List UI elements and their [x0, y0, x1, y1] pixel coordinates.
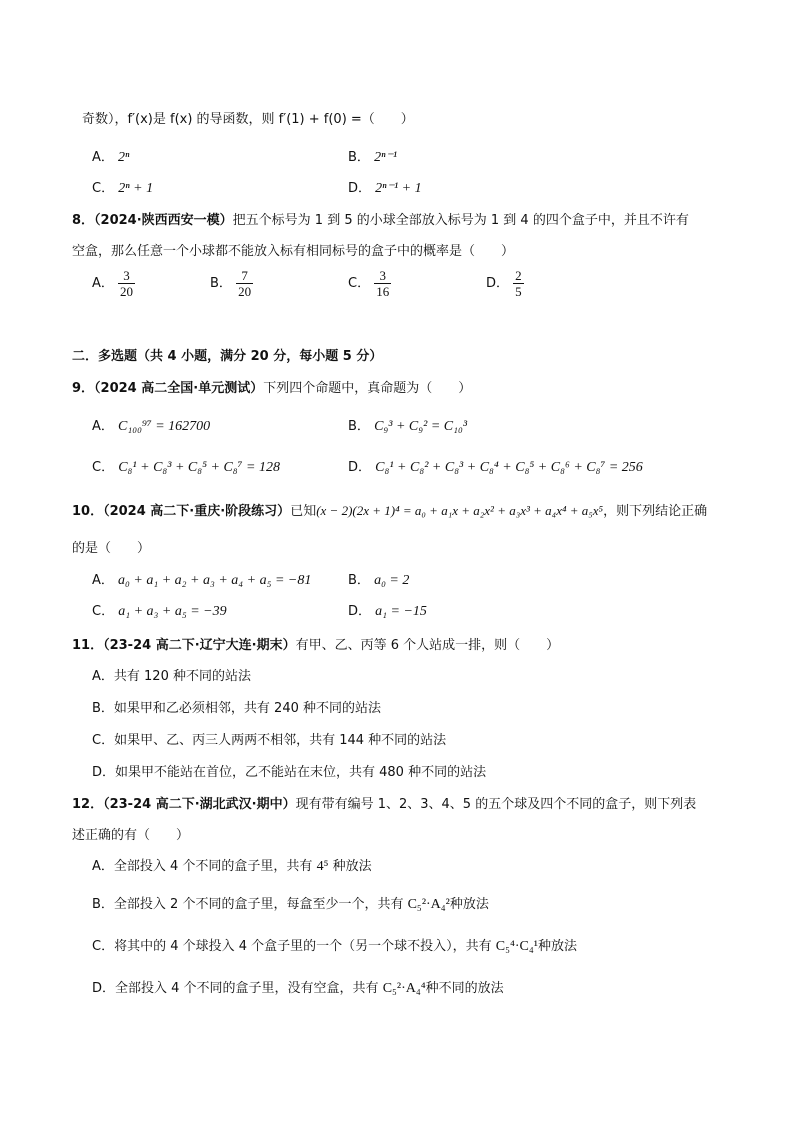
question-number: 12． [72, 797, 104, 812]
option-expr: a₀ + a₁ + a₂ + a₃ + a₄ + a₅ = −81 [118, 573, 312, 588]
section-title-text: 二．多选题（共 4 小题，满分 20 分，每小题 5 分） [72, 349, 383, 364]
option-text: B．如果甲和乙必须相邻，共有 240 种不同的站法 [92, 701, 381, 716]
option-label: B． [348, 419, 370, 434]
q12-option-a [92, 855, 372, 875]
option-text: D．如果甲不能站在首位，乙不能站在末位，共有 480 种不同的站法 [92, 765, 487, 780]
option-expr: 2ⁿ⁻¹ [374, 150, 398, 165]
numerator: 2 [515, 268, 522, 283]
option-label: C． [348, 276, 371, 291]
question-number: 11． [72, 638, 104, 653]
q7-option-d [348, 177, 422, 197]
q10-stem-line2 [72, 537, 150, 556]
q12-option-d [92, 977, 504, 997]
q8-option-c [348, 268, 391, 299]
q12-stem-line1 [72, 793, 696, 812]
question-expr: (x − 2)(2x + 1)⁴ = a₀ + a₁x + a₂x² + a₃x³ + a₄x⁴ + a₅x⁵ [316, 503, 604, 518]
option-label: B． [348, 573, 370, 588]
fraction [513, 268, 524, 299]
question-text: 已知 [290, 504, 317, 519]
option-expr: C₉³ + C₉² = C₁₀³ [374, 419, 468, 434]
q7-stem-text: 奇数），f′(x)是 f(x) 的导函数，则 f′(1) + f(0) =（ ） [82, 112, 414, 127]
denominator: 16 [376, 284, 390, 299]
option-text: A．全部投入 4 个不同的盒子里，共有 [92, 859, 317, 874]
option-label: B． [348, 150, 370, 165]
option-text: 种放法 [328, 859, 372, 874]
q12-option-b [92, 893, 489, 913]
option-text: B．全部投入 2 个不同的盒子里，每盒至少一个，共有 [92, 897, 408, 912]
question-text: 空盒，那么任意一个小球都不能放入标有相同标号的盒子中的概率是（ ） [72, 244, 515, 259]
option-expr: C₅²·A₄² [407, 897, 450, 912]
question-text: 有甲、乙、丙等 6 个人站成一排，则（ ） [295, 638, 560, 653]
question-source: （23-24 高二下·辽宁大连·期末） [103, 638, 296, 653]
question-number: 10． [72, 504, 104, 519]
question-source: （23-24 高二下·湖北武汉·期中） [103, 797, 296, 812]
numerator: 7 [236, 268, 253, 284]
option-expr: C₅⁴·C₄¹ [495, 939, 538, 954]
option-label: C． [92, 460, 115, 475]
option-expr: 2ⁿ + 1 [118, 181, 154, 196]
q9-stem [72, 377, 471, 396]
q9-option-b [348, 415, 467, 435]
question-source: （2024·陕西西安一模） [94, 213, 233, 228]
q7-option-b [348, 146, 397, 166]
denominator: 20 [120, 284, 134, 299]
option-text: C．如果甲、乙、丙三人两两不相邻，共有 144 种不同的站法 [92, 733, 447, 748]
option-expr: 2ⁿ⁻¹ + 1 [375, 181, 422, 196]
question-text: 述正确的有（ ） [72, 828, 190, 843]
q10-option-a [92, 569, 311, 589]
option-label: C． [92, 604, 115, 619]
option-label: B． [210, 276, 232, 291]
option-label: A． [92, 276, 114, 291]
option-text: C．将其中的 4 个球投入 4 个盒子里的一个（另一个球不投入），共有 [92, 939, 496, 954]
q9-option-c [92, 456, 280, 476]
option-text: A．共有 120 种不同的站法 [92, 669, 251, 684]
q10-option-c [92, 600, 227, 620]
option-label: D． [348, 460, 372, 475]
q11-option-a [92, 665, 251, 684]
q9-option-d [348, 456, 643, 476]
q9-option-a [92, 415, 210, 435]
option-text: 种放法 [449, 897, 489, 912]
denominator: 20 [238, 284, 252, 299]
option-label: A． [92, 419, 114, 434]
question-source: （2024 高二全国·单元测试） [94, 381, 264, 396]
q11-stem [72, 634, 559, 653]
q7-option-a [92, 146, 129, 166]
q8-option-b [210, 268, 253, 299]
option-expr: C₈¹ + C₈² + C₈³ + C₈⁴ + C₈⁵ + C₈⁶ + C₈⁷ = 256 [375, 460, 643, 475]
fraction [236, 268, 253, 299]
question-source: （2024 高二下·重庆·阶段练习） [103, 504, 291, 519]
option-expr: C₈¹ + C₈³ + C₈⁵ + C₈⁷ = 128 [118, 460, 280, 475]
q11-option-c [92, 729, 446, 748]
q10-stem-line1 [72, 500, 707, 519]
option-expr: 2ⁿ [118, 150, 130, 165]
q7-option-c [92, 177, 153, 197]
question-text: 把五个标号为 1 到 5 的小球全部放入标号为 1 到 4 的四个盒子中，并且不许有 [232, 213, 689, 228]
question-number: 9． [72, 381, 95, 396]
q10-option-d [348, 600, 427, 620]
q12-option-c [92, 935, 577, 955]
option-text: D．全部投入 4 个不同的盒子里，没有空盒，共有 [92, 981, 383, 996]
option-expr: 4⁵ [316, 859, 329, 874]
fraction [374, 268, 391, 299]
q8-stem-line1 [72, 209, 689, 228]
option-label: D． [348, 181, 372, 196]
q12-stem-line2 [72, 824, 189, 843]
option-text: 种放法 [537, 939, 577, 954]
option-label: D． [348, 604, 372, 619]
option-label: A． [92, 150, 114, 165]
denominator: 5 [515, 284, 522, 299]
option-text: 种不同的放法 [425, 981, 504, 996]
option-expr: a₀ = 2 [374, 573, 410, 588]
option-label: D． [486, 276, 510, 291]
option-expr: C₅²·A₄⁴ [382, 981, 426, 996]
q11-option-d [92, 761, 486, 780]
q8-stem-line2 [72, 240, 514, 259]
numerator: 3 [374, 268, 391, 284]
q7-stem-continuation [82, 108, 414, 127]
question-text: 下列四个命题中，真命题为（ ） [263, 381, 472, 396]
q8-option-d [486, 268, 524, 299]
option-label: C． [92, 181, 115, 196]
option-label: A． [92, 573, 114, 588]
q8-option-a [92, 268, 135, 299]
q11-option-b [92, 697, 381, 716]
numerator: 3 [118, 268, 135, 284]
question-text: 的是（ ） [72, 541, 151, 556]
option-expr: a₁ + a₃ + a₅ = −39 [118, 604, 227, 619]
question-text: ，则下列结论正确 [603, 504, 708, 519]
fraction [118, 268, 135, 299]
section-title [72, 345, 382, 364]
question-text: 现有带有编号 1、2、3、4、5 的五个球及四个不同的盒子，则下列表 [295, 797, 697, 812]
option-expr: C₁₀₀⁹⁷ = 162700 [118, 419, 211, 434]
option-expr: a₁ = −15 [375, 604, 427, 619]
q10-option-b [348, 569, 409, 589]
question-number: 8． [72, 213, 95, 228]
